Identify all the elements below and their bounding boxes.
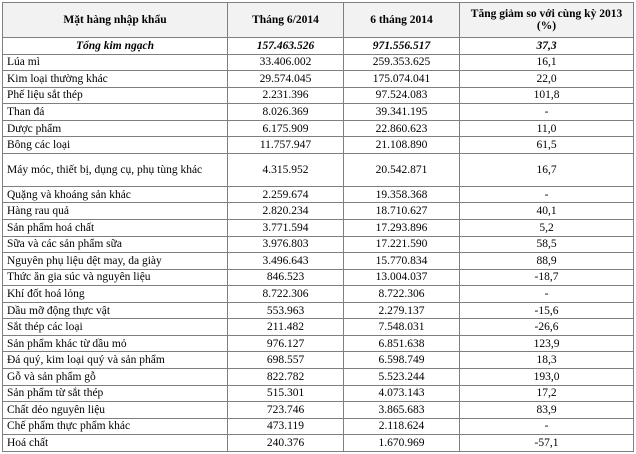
row-item: Chất dẻo nguyên liệu: [3, 402, 228, 419]
row-june: 822.782: [228, 368, 344, 385]
row-change: -15,6: [460, 302, 634, 319]
row-june: 723.746: [228, 402, 344, 419]
row-six-months: 2.118.624: [344, 418, 460, 435]
header-six-months: 6 tháng 2014: [344, 3, 460, 38]
row-six-months: 3.865.683: [344, 402, 460, 419]
row-june: 698.557: [228, 352, 344, 369]
row-item: Nguyên phụ liệu dệt may, da giày: [3, 253, 228, 270]
table-row: [3, 286, 634, 303]
row-six-months: 6.598.749: [344, 352, 460, 369]
row-june: 3.771.594: [228, 220, 344, 237]
row-june: 33.406.002: [228, 54, 344, 71]
row-six-months: 1.670.969: [344, 435, 460, 452]
row-six-months: 17.293.896: [344, 220, 460, 237]
row-six-months: 6.851.638: [344, 335, 460, 352]
row-six-months: 20.542.871: [344, 153, 460, 186]
row-change: -: [460, 104, 634, 121]
row-june: 976.127: [228, 335, 344, 352]
row-june: 473.119: [228, 418, 344, 435]
table-row: [3, 54, 634, 71]
table-row: [3, 319, 634, 336]
row-change: 5,2: [460, 220, 634, 237]
row-six-months: 175.074.041: [344, 71, 460, 88]
row-june: 3.976.803: [228, 236, 344, 253]
table-row: [3, 368, 634, 385]
row-change: -: [460, 186, 634, 203]
row-change: 83,9: [460, 402, 634, 419]
row-item: Máy móc, thiết bị, dụng cụ, phụ tùng khác: [3, 153, 228, 186]
row-change: -: [460, 418, 634, 435]
row-six-months: 8.722.306: [344, 286, 460, 303]
table-row: [3, 385, 634, 402]
table-row: [3, 120, 634, 137]
row-six-months: 19.358.368: [344, 186, 460, 203]
table-row: [3, 418, 634, 435]
table-row: [3, 203, 634, 220]
table-row: [3, 71, 634, 88]
row-item: Sản phẩm khác từ dầu mỏ: [3, 335, 228, 352]
row-item: Quặng và khoáng sản khác: [3, 186, 228, 203]
table-row: [3, 186, 634, 203]
row-six-months: 2.279.137: [344, 302, 460, 319]
table-row: [3, 302, 634, 319]
row-june: 515.301: [228, 385, 344, 402]
row-change: 101,8: [460, 87, 634, 104]
row-june: 4.315.952: [228, 153, 344, 186]
row-change: 61,5: [460, 137, 634, 154]
table-row: [3, 253, 634, 270]
row-june: 6.175.909: [228, 120, 344, 137]
header-row: [3, 3, 634, 38]
total-change: 37,3: [460, 38, 634, 55]
row-june: 8.026.369: [228, 104, 344, 121]
row-six-months: 39.341.195: [344, 104, 460, 121]
row-item: Đá quý, kim loại quý và sản phẩm: [3, 352, 228, 369]
header-june: Tháng 6/2014: [228, 3, 344, 38]
row-item: Gỗ và sản phẩm gỗ: [3, 368, 228, 385]
total-june: 157.463.526: [228, 38, 344, 55]
row-june: 29.574.045: [228, 71, 344, 88]
row-item: Khí đốt hoá lỏng: [3, 286, 228, 303]
row-six-months: 18.710.627: [344, 203, 460, 220]
row-change: 17,2: [460, 385, 634, 402]
row-item: Lúa mì: [3, 54, 228, 71]
row-june: 553.963: [228, 302, 344, 319]
row-change: -18,7: [460, 269, 634, 286]
row-change: 18,3: [460, 352, 634, 369]
row-six-months: 22.860.623: [344, 120, 460, 137]
row-item: Sản phẩm từ sắt thép: [3, 385, 228, 402]
row-item: Kim loại thường khác: [3, 71, 228, 88]
row-change: -: [460, 286, 634, 303]
row-change: 11,0: [460, 120, 634, 137]
total-six-months: 971.556.517: [344, 38, 460, 55]
table-row: [3, 402, 634, 419]
row-item: Phế liệu sắt thép: [3, 87, 228, 104]
row-change: 88,9: [460, 253, 634, 270]
total-row: [3, 38, 634, 55]
row-six-months: 97.524.083: [344, 87, 460, 104]
table-row: [3, 435, 634, 452]
table-row: [3, 153, 634, 186]
row-change: 22,0: [460, 71, 634, 88]
row-june: 11.757.947: [228, 137, 344, 154]
row-item: Sắt thép các loại: [3, 319, 228, 336]
total-label: Tổng kim ngạch: [3, 38, 228, 55]
row-june: 2.231.396: [228, 87, 344, 104]
row-june: 211.482: [228, 319, 344, 336]
row-june: 3.496.643: [228, 253, 344, 270]
table-row: [3, 220, 634, 237]
table-row: [3, 335, 634, 352]
table-row: [3, 137, 634, 154]
table-row: [3, 104, 634, 121]
row-change: 16,7: [460, 153, 634, 186]
header-item: Mặt hàng nhập khẩu: [3, 3, 228, 38]
row-item: Than đá: [3, 104, 228, 121]
row-six-months: 15.770.834: [344, 253, 460, 270]
row-change: -57,1: [460, 435, 634, 452]
row-change: 16,1: [460, 54, 634, 71]
row-change: 193,0: [460, 368, 634, 385]
row-june: 2.820.234: [228, 203, 344, 220]
row-item: Bông các loại: [3, 137, 228, 154]
row-change: 58,5: [460, 236, 634, 253]
row-item: Hoá chất: [3, 435, 228, 452]
row-item: Dược phẩm: [3, 120, 228, 137]
row-item: Dầu mỡ động thực vật: [3, 302, 228, 319]
row-june: 846.523: [228, 269, 344, 286]
row-six-months: 4.073.143: [344, 385, 460, 402]
table-row: [3, 352, 634, 369]
row-six-months: 17.221.590: [344, 236, 460, 253]
row-june: 240.376: [228, 435, 344, 452]
row-item: Sản phẩm hoá chất: [3, 220, 228, 237]
row-item: Chế phẩm thực phẩm khác: [3, 418, 228, 435]
row-six-months: 21.108.890: [344, 137, 460, 154]
row-june: 8.722.306: [228, 286, 344, 303]
table-row: [3, 269, 634, 286]
row-change: 40,1: [460, 203, 634, 220]
row-june: 2.259.674: [228, 186, 344, 203]
import-table: [2, 2, 634, 452]
row-item: Hàng rau quả: [3, 203, 228, 220]
row-change: -26,6: [460, 319, 634, 336]
header-change: Tăng giảm so với cùng kỳ 2013 (%): [460, 3, 634, 38]
row-six-months: 259.353.625: [344, 54, 460, 71]
row-six-months: 13.004.037: [344, 269, 460, 286]
table-row: [3, 87, 634, 104]
row-item: Thức ăn gia súc và nguyên liệu: [3, 269, 228, 286]
row-change: 123,9: [460, 335, 634, 352]
table-row: [3, 236, 634, 253]
row-six-months: 5.523.244: [344, 368, 460, 385]
row-item: Sữa và các sản phẩm sữa: [3, 236, 228, 253]
row-six-months: 7.548.031: [344, 319, 460, 336]
